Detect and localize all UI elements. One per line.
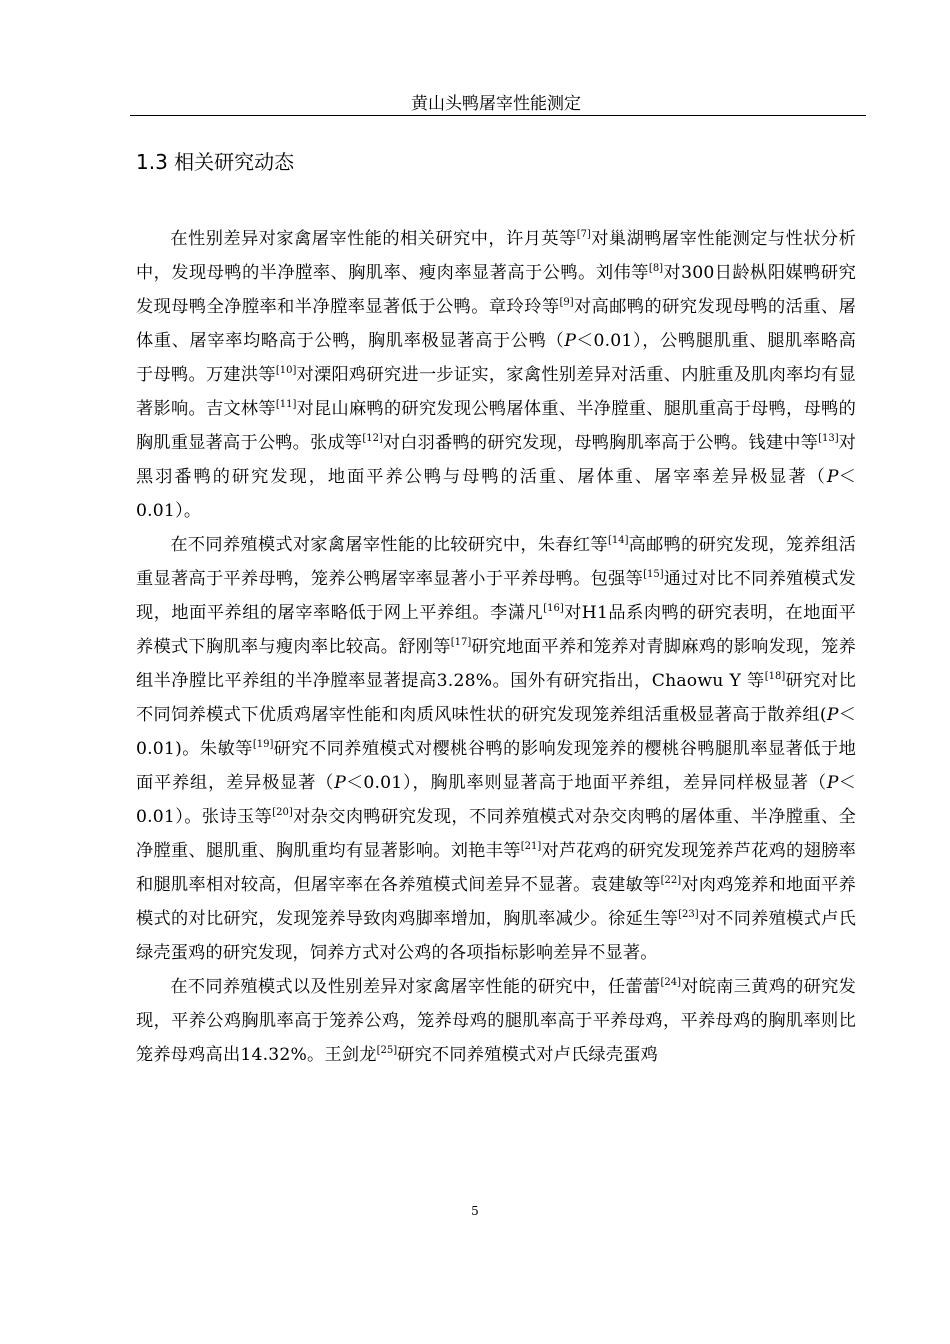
citation-ref: [7] xyxy=(576,229,591,240)
citation-ref: [15] xyxy=(643,569,664,580)
text-run: 对皖南三黄鸡的研究发现，平养公鸡胸肌率高于笼养公鸡，笼养母鸡的腿肌率高于平养母鸡，平养母鸡的胸肌率则比笼养母鸡高出14.32%。王剑龙 xyxy=(136,977,856,1065)
text-run: 通过对比不同养殖模式发现，地面平养组的屠宰率略低于网上平养组。李潇凡 xyxy=(136,569,856,623)
text-run: 对肉鸡笼养和地面平养模式的对比研究，发现笼养导致肉鸡脚率增加，胸肌率减少。徐延生等 xyxy=(136,875,856,929)
citation-ref: [13] xyxy=(818,433,839,444)
running-header-title: 黄山头鸭屠宰性能测定 xyxy=(411,94,581,114)
citation-ref: [19] xyxy=(252,739,274,750)
p-value-symbol: P xyxy=(826,773,839,793)
text-run: 研究不同养殖模式对樱桃谷鸭的影响发现笼养的樱桃谷鸭腿肌率显著低于地面平养组，差异极显著（ xyxy=(136,739,856,793)
text-run: 对巢湖鸭屠宰性能测定与性状分析中，发现母鸭的半净膛率、胸肌率、瘦肉率显著高于公鸭。刘伟等 xyxy=(136,229,856,283)
text-run: 对高邮鸭的研究发现母鸭的活重、屠体重、屠宰率均略高于公鸭，胸肌率极显著高于公鸭（ xyxy=(136,297,856,351)
body-text xyxy=(136,222,856,1072)
paragraph-combined-factors xyxy=(136,970,856,1072)
citation-ref: [9] xyxy=(559,297,574,308)
paragraph-rearing-modes xyxy=(136,528,856,970)
text-run: ＜0.01），胸肌率则显著高于地面平养组，差异同样极显著（ xyxy=(345,773,827,793)
text-run: 对溧阳鸡研究进一步证实，家禽性别差异对活重、内脏重及肌肉率均有显著影响。吉文林等 xyxy=(136,365,857,419)
paragraph-sex-differences xyxy=(136,222,856,528)
citation-ref: [25] xyxy=(376,1045,398,1056)
p-value-symbol: P xyxy=(826,467,839,487)
section-heading: 1.3 相关研究动态 xyxy=(136,150,295,174)
citation-ref: [14] xyxy=(607,535,629,546)
text-run: 研究地面平养和笼养对青脚麻鸡的影响发现，笼养组半净膛比平养组的半净膛率显著提高3.28%。国外有研究指出，Chaowu Y 等 xyxy=(136,637,856,691)
text-run: 对白羽番鸭的研究发现，母鸭胸肌率高于公鸭。钱建中等 xyxy=(382,433,819,453)
citation-ref: [22] xyxy=(660,875,682,886)
text-run: 对H1品系肉鸭的研究表明，在地面平养模式下胸肌率与瘦肉率比较高。舒刚等 xyxy=(136,603,856,657)
text-run: 对昆山麻鸭的研究发现公鸭屠体重、半净膛重、腿肌重高于母鸭，母鸭的胸肌重显著高于公鸭。张成等 xyxy=(136,399,857,453)
text-run: 在性别差异对家禽屠宰性能的相关研究中，许月英等 xyxy=(170,229,577,249)
citation-ref: [12] xyxy=(362,433,383,444)
citation-ref: [24] xyxy=(660,977,681,988)
citation-ref: [8] xyxy=(648,263,664,274)
p-value-symbol: P xyxy=(334,773,346,793)
p-value-symbol: P xyxy=(826,705,839,725)
text-run: 对黑羽番鸭的研究发现，地面平养公鸭与母鸭的活重、屠体重、屠宰率差异极显著（ xyxy=(136,433,857,487)
text-run: 对不同养殖模式卢氏绿壳蛋鸡的研究发现，饲养方式对公鸡的各项指标影响差异不显著。 xyxy=(136,909,857,963)
text-run: 研究不同养殖模式对卢氏绿壳蛋鸡 xyxy=(397,1045,658,1065)
text-run: 对芦花鸡的研究发现笼养芦花鸡的翅膀率和腿肌率相对较高，但屠宰率在各养殖模式间差异不显著。袁建敏等 xyxy=(136,841,856,895)
text-run: 研究对比不同饲养模式下优质鸡屠宰性能和肉质风味性状的研究发现笼养组活重极显著高于散养组( xyxy=(136,671,856,725)
text-run: 在不同养殖模式以及性别差异对家禽屠宰性能的研究中，任蕾蕾 xyxy=(170,977,661,997)
text-run: ＜0.01)。朱敏等 xyxy=(136,705,856,759)
citation-ref: [11] xyxy=(275,399,297,410)
header-rule xyxy=(130,115,866,116)
text-run: 高邮鸭的研究发现，笼养组活重显著高于平养母鸭，笼养公鸭屠宰率显著小于平养母鸭。包强等 xyxy=(136,535,856,589)
citation-ref: [16] xyxy=(543,603,564,614)
citation-ref: [18] xyxy=(764,671,786,682)
citation-ref: [21] xyxy=(520,841,542,852)
text-run: 在不同养殖模式对家禽屠宰性能的比较研究中，朱春红等 xyxy=(170,535,608,555)
text-run: 对300日龄枞阳媒鸭研究发现母鸭全净膛率和半净膛率显著低于公鸭。章玲玲等 xyxy=(136,263,856,317)
text-run: ＜0.01），公鸭腿肌重、腿肌率略高于母鸭。万建洪等 xyxy=(136,331,856,385)
text-run: ＜0.01）。 xyxy=(136,467,856,521)
text-run: ＜0.01）。张诗玉等 xyxy=(136,773,856,827)
citation-ref: [20] xyxy=(272,807,293,818)
citation-ref: [10] xyxy=(275,365,297,376)
page-number: 5 xyxy=(471,1204,479,1218)
citation-ref: [23] xyxy=(678,909,699,920)
citation-ref: [17] xyxy=(450,637,472,648)
text-run: 对杂交肉鸭研究发现，不同养殖模式对杂交肉鸭的屠体重、半净膛重、全净膛重、腿肌重、胸肌重均有显著影响。刘艳丰等 xyxy=(136,807,856,861)
p-value-symbol: P xyxy=(564,331,577,351)
